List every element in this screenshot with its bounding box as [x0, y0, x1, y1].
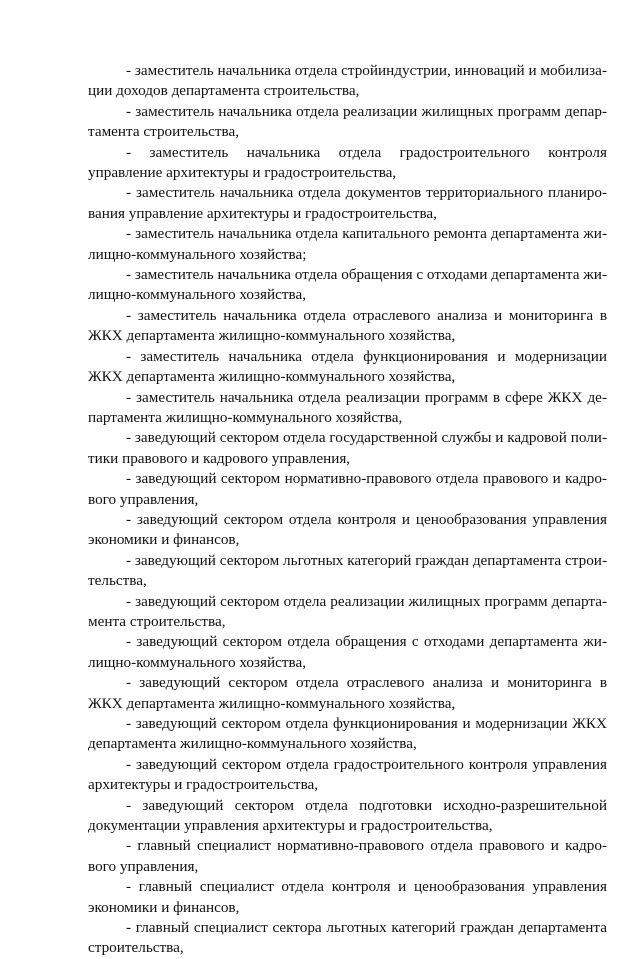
list-item: - заместитель начальника отдела капитального ремонта департамента жилищно-коммунального хозяйства; [88, 225, 607, 263]
list-item: - заведующий сектором отдела государственной службы и кадровой политики правового и кадрового управления, [88, 429, 607, 467]
document-page [88, 61, 607, 959]
list-item: - заведующий сектором нормативно-правового отдела правового и кадрового управления, [88, 470, 607, 508]
list-item: - заведующий сектором отдела функционирования и модернизации ЖКХ департамента жилищно-коммунального хозяйства, [88, 715, 607, 753]
list-item: - главный специалист нормативно-правового отдела правового и кадрового управления, [88, 837, 607, 875]
list-item: - заместитель начальника отдела обращения с отходами департамента жилищно-коммунального хозяйства, [88, 266, 607, 304]
list-item: - заместитель начальника отдела реализации программ в сфере ЖКХ департамента жилищно-коммунального хозяйства, [88, 388, 607, 426]
list-item: - заведующий сектором отдела отраслевого анализа и мониторинга в ЖКХ департамента жилищно-коммунального хозяйства, [88, 674, 607, 712]
list-item: - заведующий сектором льготных категорий граждан департамента строительства, [88, 551, 607, 590]
list-item: - заместитель начальника отдела реализации жилищных программ департамента строительства, [88, 102, 607, 141]
list-item: - заместитель начальника отдела стройиндустрии, инноваций и мобилизации доходов департамента строительства, [88, 62, 607, 100]
list-item: - главный специалист отдела контроля и ценообразования управления экономики и финансов, [88, 878, 607, 916]
list-item: - заместитель начальника отдела документов территориального планирования управление архитектуры и градостроительства, [88, 184, 607, 222]
list-item: - заместитель начальника отдела отраслевого анализа и мониторинга в ЖКХ департамента жилищно-коммунального хозяйства, [88, 306, 607, 345]
list-item: - заведующий сектором отдела подготовки исходно-разрешительной документации управления архитектуры и градостроительства, [88, 796, 607, 835]
list-item: - заместитель начальника отдела градостроительного контроля управление архитектуры и градостроительства, [88, 143, 607, 182]
list-item: - заместитель начальника отдела функционирования и модернизации ЖКХ департамента жилищно-коммунального хозяйства, [88, 347, 607, 386]
list-item: - главный специалист сектора льготных категорий граждан департамента строительства, [88, 919, 607, 957]
list-item: - заведующий сектором отдела контроля и ценообразования управления экономики и финансов, [88, 510, 607, 549]
list-item: - заведующий сектором отдела обращения с отходами департамента жилищно-коммунального хозяйства, [88, 633, 607, 671]
list-item: - заведующий сектором отдела реализации жилищных программ департамента строительства, [88, 592, 607, 630]
list-item: - заведующий сектором отдела градостроительного контроля управления архитектуры и градостроительства, [88, 755, 607, 794]
